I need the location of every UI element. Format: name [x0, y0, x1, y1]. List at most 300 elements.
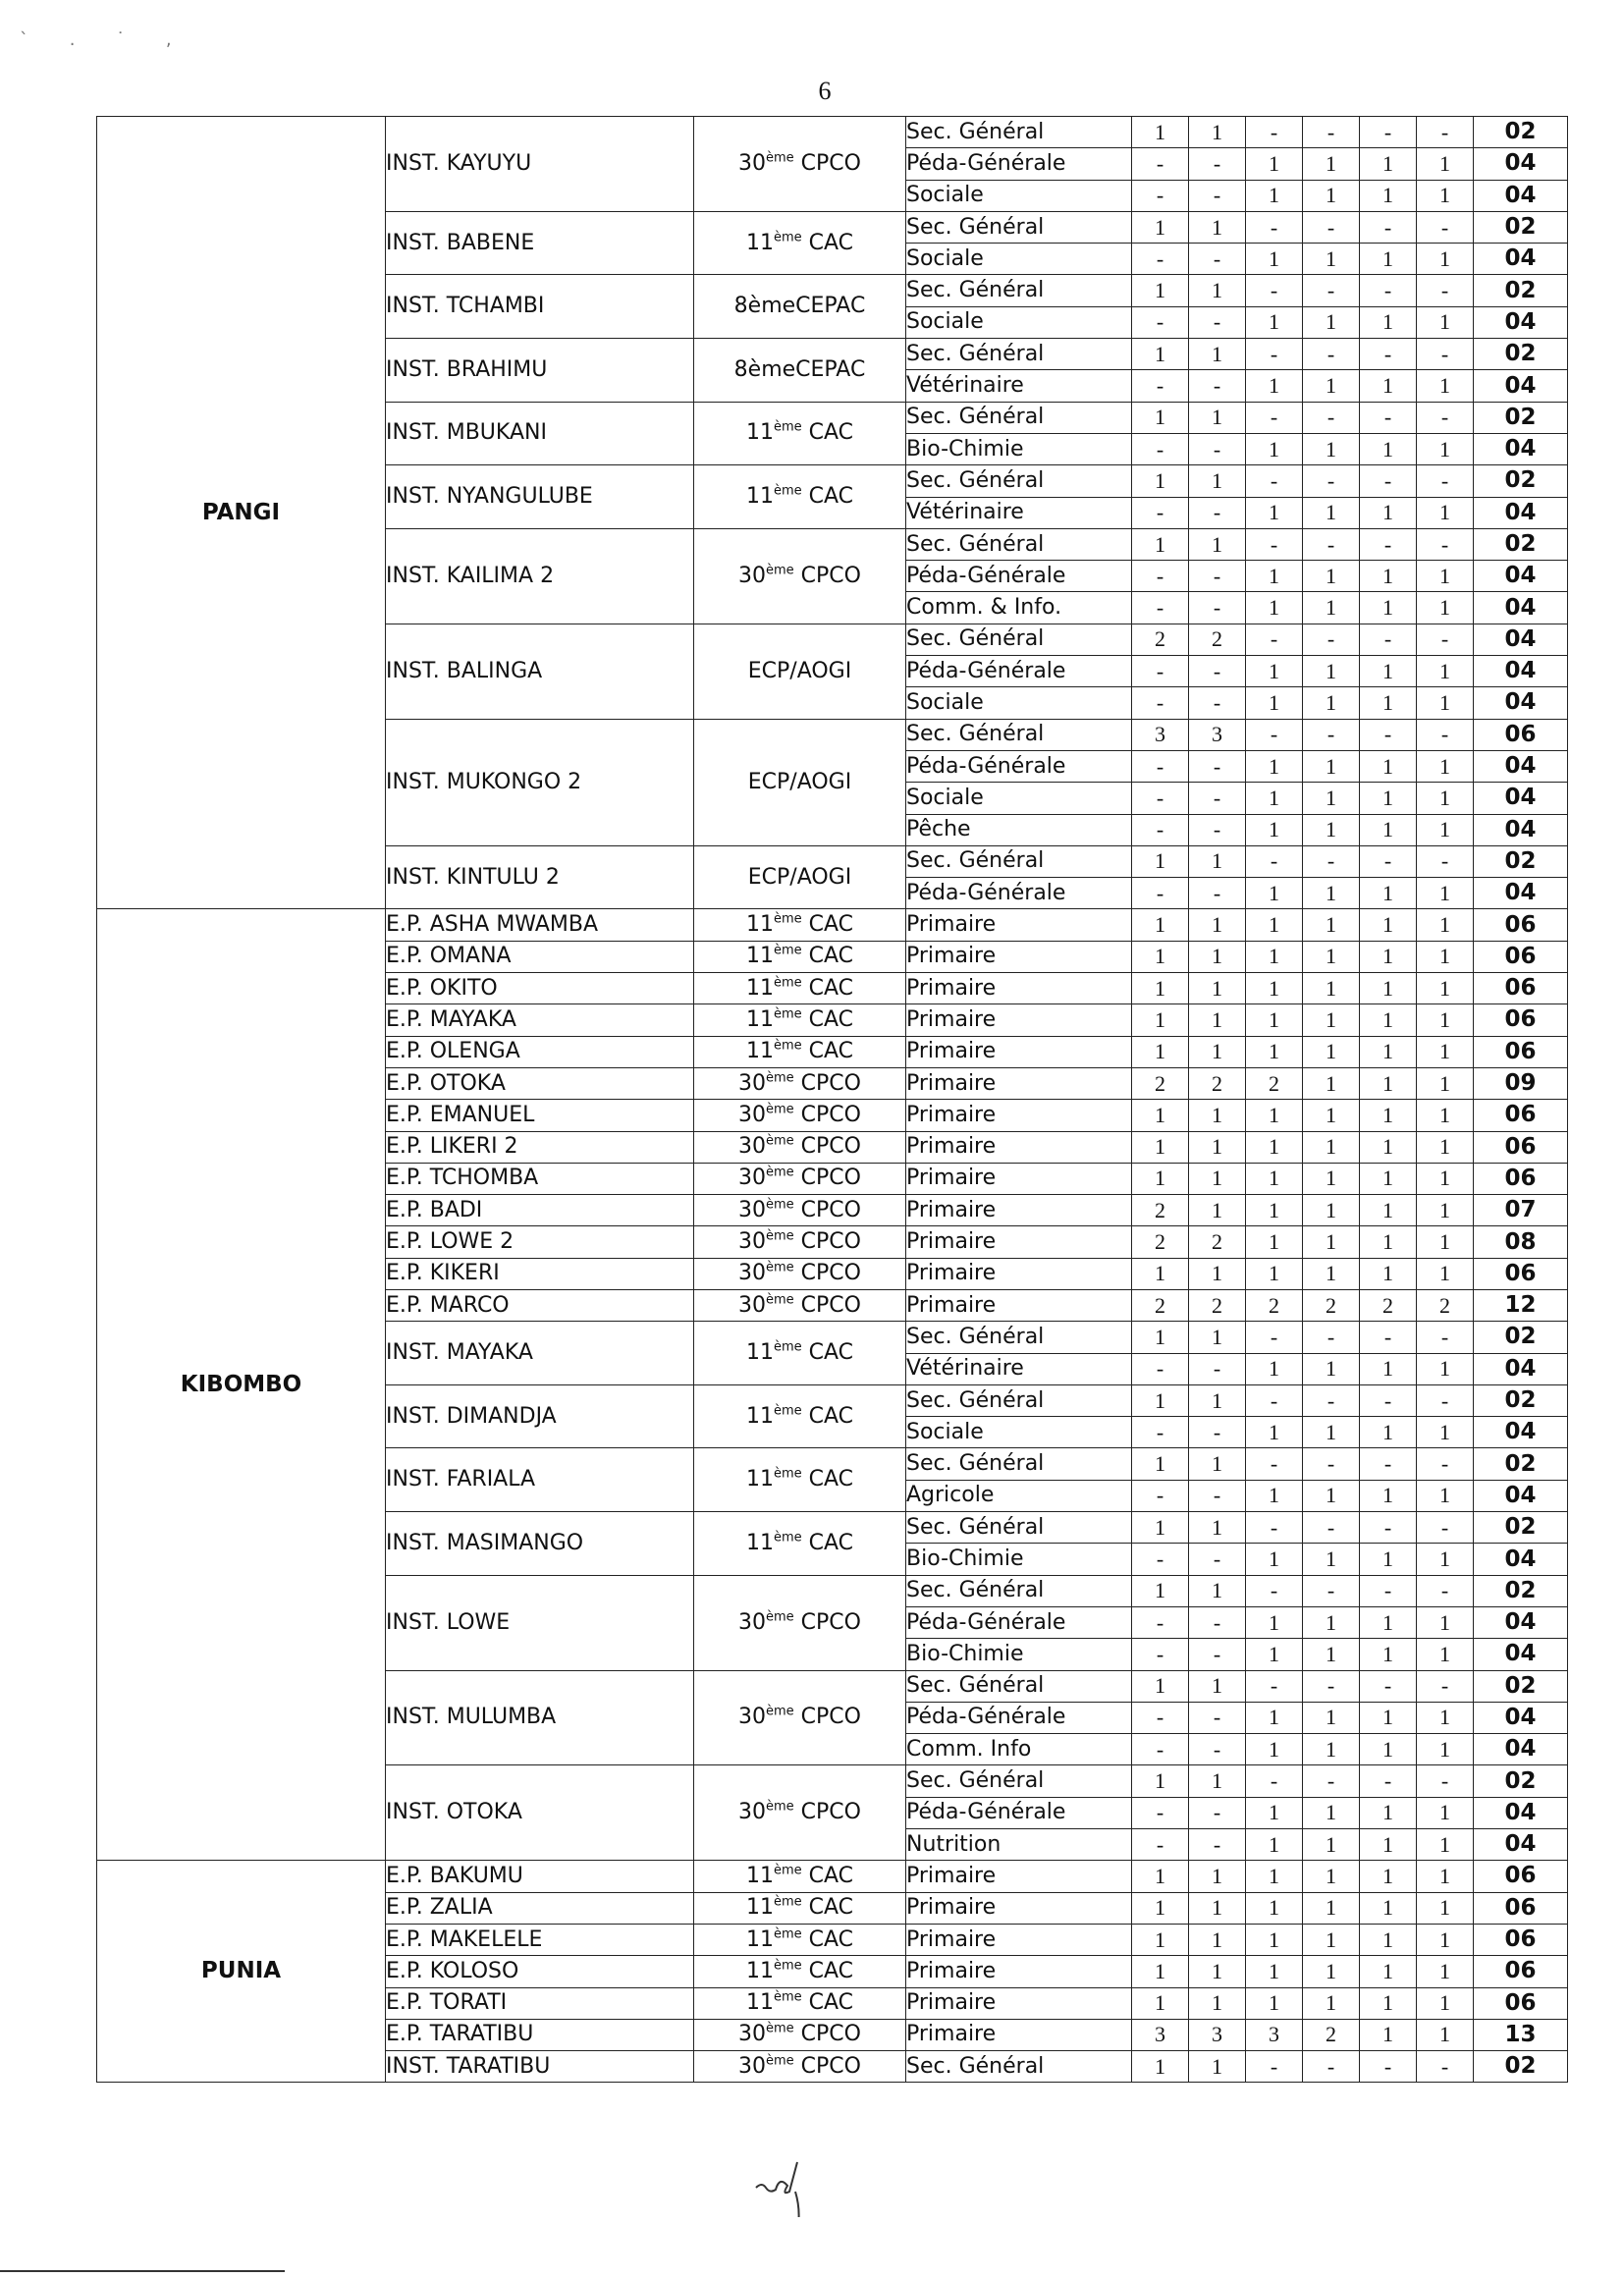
row-total: 04 [1474, 592, 1568, 624]
level-count: 1 [1303, 1987, 1360, 2019]
level-count: 1 [1417, 973, 1474, 1004]
level-count: - [1189, 1480, 1246, 1511]
level-count: 1 [1417, 561, 1474, 592]
category-ordinal: ème [773, 944, 802, 959]
level-count: - [1303, 1575, 1360, 1606]
option-name: Primaire [906, 1163, 1132, 1194]
row-total: 04 [1474, 656, 1568, 687]
level-count: 1 [1360, 1353, 1417, 1384]
option-name: Primaire [906, 1195, 1132, 1226]
school-name: E.P. OKITO [386, 973, 694, 1004]
option-name: Sec. Général [906, 1765, 1132, 1797]
category-ordinal: ème [773, 1989, 802, 2005]
level-count: 1 [1360, 1987, 1417, 2019]
level-count: 1 [1360, 1480, 1417, 1511]
row-total: 06 [1474, 1036, 1568, 1067]
level-count: - [1303, 845, 1360, 877]
level-count: 1 [1417, 1861, 1474, 1892]
option-name: Primaire [906, 973, 1132, 1004]
school-category: 11ème CAC [694, 973, 906, 1004]
school-name: E.P. OMANA [386, 941, 694, 972]
school-name: E.P. MAKELELE [386, 1924, 694, 1955]
option-name: Primaire [906, 2019, 1132, 2050]
level-count: 1 [1303, 814, 1360, 845]
level-count: 1 [1303, 1067, 1360, 1099]
level-count: 1 [1360, 1004, 1417, 1036]
level-count: - [1417, 402, 1474, 433]
school-name: INST. KAILIMA 2 [386, 528, 694, 624]
level-count: 1 [1360, 1100, 1417, 1131]
level-count: - [1246, 1575, 1303, 1606]
option-name: Vétérinaire [906, 370, 1132, 402]
row-total: 04 [1474, 750, 1568, 782]
level-count: 3 [1132, 2019, 1189, 2050]
school-name: E.P. ZALIA [386, 1892, 694, 1924]
school-category: 30ème CPCO [694, 2019, 906, 2050]
level-count: - [1246, 339, 1303, 370]
level-count: 1 [1417, 1606, 1474, 1638]
option-name: Sec. Général [906, 1384, 1132, 1416]
level-count: - [1417, 465, 1474, 497]
level-count: 1 [1360, 1163, 1417, 1194]
level-count: 1 [1189, 1448, 1246, 1480]
level-count: 1 [1132, 1163, 1189, 1194]
level-count: - [1246, 1670, 1303, 1702]
level-count: 3 [1246, 2019, 1303, 2050]
level-count: 1 [1417, 1004, 1474, 1036]
level-count: 1 [1303, 1100, 1360, 1131]
level-count: - [1246, 1448, 1303, 1480]
option-name: Sec. Général [906, 528, 1132, 560]
level-count: 1 [1417, 1987, 1474, 2019]
level-count: 1 [1189, 275, 1246, 306]
school-name: INST. FARIALA [386, 1448, 694, 1512]
option-name: Sec. Général [906, 2051, 1132, 2083]
row-total: 04 [1474, 180, 1568, 211]
school-category: 30ème CPCO [694, 1195, 906, 1226]
level-count: - [1246, 2051, 1303, 2083]
level-count: - [1189, 1544, 1246, 1575]
school-category: 30ème CPCO [694, 1067, 906, 1099]
level-count: - [1132, 1480, 1189, 1511]
level-count: 2 [1132, 1289, 1189, 1321]
row-total: 04 [1474, 814, 1568, 845]
region-name: PUNIA [97, 1861, 386, 2083]
row-total: 04 [1474, 1544, 1568, 1575]
row-total: 06 [1474, 1924, 1568, 1955]
school-name: INST. MAYAKA [386, 1322, 694, 1385]
level-count: - [1360, 1670, 1417, 1702]
region-name: PANGI [97, 117, 386, 909]
level-count: 1 [1246, 1417, 1303, 1448]
level-count: 2 [1303, 1289, 1360, 1321]
row-total: 04 [1474, 497, 1568, 528]
level-count: 1 [1189, 2051, 1246, 2083]
level-count: 1 [1246, 1956, 1303, 1987]
option-name: Sec. Général [906, 1670, 1132, 1702]
level-count: 1 [1189, 1258, 1246, 1289]
level-count: - [1303, 402, 1360, 433]
level-count: - [1132, 1544, 1189, 1575]
level-count: - [1246, 1322, 1303, 1353]
level-count: - [1132, 783, 1189, 814]
level-count: 1 [1417, 656, 1474, 687]
category-ordinal: ème [773, 1926, 802, 1942]
level-count: 1 [1189, 845, 1246, 877]
category-ordinal: ème [766, 150, 794, 166]
level-count: 1 [1360, 1892, 1417, 1924]
level-count: - [1132, 750, 1189, 782]
level-count: 2 [1132, 1067, 1189, 1099]
level-count: 1 [1360, 1417, 1417, 1448]
school-category: 30ème CPCO [694, 1163, 906, 1194]
level-count: - [1132, 148, 1189, 180]
level-count: 1 [1303, 1480, 1360, 1511]
level-count: - [1360, 339, 1417, 370]
level-count: 1 [1132, 465, 1189, 497]
level-count: - [1303, 117, 1360, 148]
option-name: Sec. Général [906, 1322, 1132, 1353]
level-count: 1 [1189, 973, 1246, 1004]
row-total: 06 [1474, 909, 1568, 941]
row-total: 04 [1474, 1734, 1568, 1765]
level-count: - [1360, 275, 1417, 306]
level-count: 1 [1360, 1067, 1417, 1099]
school-name: INST. LOWE [386, 1575, 694, 1670]
level-count: - [1303, 528, 1360, 560]
school-category: 30ème CPCO [694, 528, 906, 624]
level-count: 1 [1360, 878, 1417, 909]
level-count: 1 [1246, 1036, 1303, 1067]
level-count: - [1132, 1639, 1189, 1670]
level-count: 1 [1246, 1797, 1303, 1828]
level-count: 1 [1303, 1417, 1360, 1448]
option-name: Comm. Info [906, 1734, 1132, 1765]
category-ordinal: ème [773, 420, 802, 436]
option-name: Bio-Chimie [906, 433, 1132, 464]
school-name: INST. MULUMBA [386, 1670, 694, 1765]
option-name: Sociale [906, 783, 1132, 814]
option-name: Bio-Chimie [906, 1639, 1132, 1670]
level-count: 2 [1303, 2019, 1360, 2050]
option-name: Sec. Général [906, 117, 1132, 148]
level-count: - [1303, 1765, 1360, 1797]
option-name: Primaire [906, 1956, 1132, 1987]
category-ordinal: ème [773, 911, 802, 927]
level-count: - [1417, 1765, 1474, 1797]
level-count: 1 [1132, 1892, 1189, 1924]
level-count: - [1360, 465, 1417, 497]
level-count: 1 [1132, 1004, 1189, 1036]
level-count: 1 [1246, 878, 1303, 909]
option-name: Sec. Général [906, 402, 1132, 433]
option-name: Sec. Général [906, 211, 1132, 243]
level-count: 1 [1132, 1575, 1189, 1606]
category-ordinal: ème [766, 2022, 794, 2037]
category-ordinal: ème [773, 1466, 802, 1482]
level-count: 1 [1303, 687, 1360, 719]
row-total: 04 [1474, 1353, 1568, 1384]
level-count: - [1303, 1670, 1360, 1702]
level-count: 1 [1417, 497, 1474, 528]
level-count: 1 [1189, 117, 1246, 148]
option-name: Sociale [906, 244, 1132, 275]
option-name: Péda-Générale [906, 656, 1132, 687]
option-name: Primaire [906, 1861, 1132, 1892]
level-count: 1 [1246, 656, 1303, 687]
level-count: - [1132, 1417, 1189, 1448]
school-category: ECP/AOGI [694, 845, 906, 909]
level-count: 1 [1132, 909, 1189, 941]
category-ordinal: ème [766, 1166, 794, 1181]
level-count: 1 [1303, 1036, 1360, 1067]
level-count: 1 [1303, 561, 1360, 592]
level-count: 1 [1246, 973, 1303, 1004]
region-name: KIBOMBO [97, 909, 386, 1861]
level-count: 1 [1189, 1670, 1246, 1702]
level-count: 1 [1303, 1702, 1360, 1733]
level-count: 1 [1303, 783, 1360, 814]
school-name: INST. MASIMANGO [386, 1512, 694, 1576]
level-count: 1 [1189, 1575, 1246, 1606]
level-count: - [1189, 814, 1246, 845]
school-category: 8èmeCEPAC [694, 275, 906, 339]
level-count: 1 [1246, 433, 1303, 464]
level-count: 1 [1417, 2019, 1474, 2050]
school-category: 11ème CAC [694, 1861, 906, 1892]
school-category: ECP/AOGI [694, 719, 906, 845]
category-ordinal: ème [766, 2053, 794, 2069]
level-count: 1 [1189, 1131, 1246, 1163]
level-count: - [1189, 1702, 1246, 1733]
level-count: 1 [1303, 750, 1360, 782]
level-count: 1 [1360, 148, 1417, 180]
level-count: 1 [1417, 687, 1474, 719]
school-category: 8èmeCEPAC [694, 339, 906, 403]
level-count: 1 [1417, 1258, 1474, 1289]
level-count: 1 [1132, 275, 1189, 306]
level-count: - [1417, 719, 1474, 750]
level-count: 1 [1132, 1765, 1189, 1797]
level-count: - [1189, 592, 1246, 624]
level-count: 1 [1189, 1861, 1246, 1892]
option-name: Vétérinaire [906, 1353, 1132, 1384]
row-total: 02 [1474, 275, 1568, 306]
level-count: 1 [1246, 783, 1303, 814]
level-count: 1 [1189, 1512, 1246, 1544]
level-count: 1 [1189, 211, 1246, 243]
level-count: 1 [1360, 656, 1417, 687]
level-count: - [1360, 1448, 1417, 1480]
level-count: - [1417, 275, 1474, 306]
level-count: 3 [1189, 2019, 1246, 2050]
row-total: 06 [1474, 719, 1568, 750]
level-count: - [1360, 1384, 1417, 1416]
row-total: 06 [1474, 973, 1568, 1004]
option-name: Primaire [906, 1924, 1132, 1955]
level-count: 2 [1132, 624, 1189, 655]
level-count: - [1132, 370, 1189, 402]
row-total: 02 [1474, 1448, 1568, 1480]
level-count: - [1132, 1829, 1189, 1861]
level-count: 1 [1246, 941, 1303, 972]
level-count: 1 [1303, 1131, 1360, 1163]
school-category: 11ème CAC [694, 1322, 906, 1385]
level-count: - [1246, 117, 1303, 148]
row-total: 04 [1474, 1829, 1568, 1861]
row-total: 02 [1474, 528, 1568, 560]
table-row [97, 1861, 1568, 1892]
level-count: - [1132, 1606, 1189, 1638]
row-total: 04 [1474, 306, 1568, 338]
category-ordinal: ème [766, 1261, 794, 1275]
level-count: - [1189, 244, 1246, 275]
level-count: 1 [1303, 244, 1360, 275]
level-count: 1 [1360, 370, 1417, 402]
level-count: 1 [1189, 1036, 1246, 1067]
level-count: 1 [1246, 1861, 1303, 1892]
level-count: 1 [1132, 845, 1189, 877]
row-total: 04 [1474, 687, 1568, 719]
level-count: - [1417, 1512, 1474, 1544]
category-ordinal: ème [766, 1800, 794, 1816]
option-name: Primaire [906, 1226, 1132, 1258]
level-count: - [1189, 878, 1246, 909]
level-count: 1 [1189, 1100, 1246, 1131]
school-name: E.P. LIKERI 2 [386, 1131, 694, 1163]
level-count: 1 [1303, 1353, 1360, 1384]
level-count: - [1189, 148, 1246, 180]
option-name: Sec. Général [906, 719, 1132, 750]
row-total: 06 [1474, 1987, 1568, 2019]
row-total: 04 [1474, 433, 1568, 464]
school-name: INST. BRAHIMU [386, 339, 694, 403]
level-count: 1 [1417, 1892, 1474, 1924]
level-count: 1 [1360, 1829, 1417, 1861]
level-count: - [1303, 624, 1360, 655]
level-count: 1 [1189, 1765, 1246, 1797]
level-count: 1 [1303, 1606, 1360, 1638]
option-name: Primaire [906, 1100, 1132, 1131]
level-count: 1 [1246, 909, 1303, 941]
level-count: 1 [1417, 244, 1474, 275]
level-count: - [1417, 1670, 1474, 1702]
level-count: 1 [1360, 1956, 1417, 1987]
level-count: 1 [1246, 814, 1303, 845]
level-count: 1 [1360, 1639, 1417, 1670]
level-count: 1 [1132, 1258, 1189, 1289]
level-count: - [1360, 1765, 1417, 1797]
level-count: 1 [1417, 1480, 1474, 1511]
level-count: 1 [1303, 909, 1360, 941]
level-count: - [1417, 1575, 1474, 1606]
school-category: 11ème CAC [694, 1956, 906, 1987]
level-count: 1 [1132, 1987, 1189, 2019]
level-count: - [1189, 687, 1246, 719]
category-ordinal: ème [773, 1339, 802, 1355]
level-count: 1 [1189, 941, 1246, 972]
school-category: 11ème CAC [694, 1924, 906, 1955]
level-count: 1 [1417, 909, 1474, 941]
category-ordinal: ème [773, 483, 802, 499]
level-count: 1 [1360, 1544, 1417, 1575]
level-count: - [1303, 1448, 1360, 1480]
level-count: 1 [1246, 306, 1303, 338]
row-total: 04 [1474, 1480, 1568, 1511]
level-count: - [1189, 783, 1246, 814]
level-count: - [1360, 211, 1417, 243]
option-name: Sec. Général [906, 339, 1132, 370]
school-name: E.P. TCHOMBA [386, 1163, 694, 1194]
option-name: Sec. Général [906, 1448, 1132, 1480]
category-ordinal: ème [766, 1228, 794, 1244]
row-total: 04 [1474, 783, 1568, 814]
option-name: Primaire [906, 1289, 1132, 1321]
level-count: 1 [1303, 1258, 1360, 1289]
row-total: 06 [1474, 1861, 1568, 1892]
level-count: 1 [1417, 1417, 1474, 1448]
level-count: 1 [1246, 1702, 1303, 1733]
row-total: 02 [1474, 1384, 1568, 1416]
level-count: 1 [1417, 1226, 1474, 1258]
level-count: 1 [1246, 148, 1303, 180]
level-count: - [1417, 1322, 1474, 1353]
page-number: 6 [818, 77, 832, 105]
level-count: - [1246, 275, 1303, 306]
level-count: 1 [1132, 1036, 1189, 1067]
level-count: - [1417, 1448, 1474, 1480]
school-name: INST. BALINGA [386, 624, 694, 719]
option-name: Sec. Général [906, 1575, 1132, 1606]
option-name: Nutrition [906, 1829, 1132, 1861]
level-count: 1 [1417, 148, 1474, 180]
level-count: 1 [1360, 909, 1417, 941]
row-total: 06 [1474, 1258, 1568, 1289]
row-total: 07 [1474, 1195, 1568, 1226]
category-ordinal: ème [773, 1863, 802, 1878]
row-total: 02 [1474, 402, 1568, 433]
option-name: Péda-Générale [906, 1797, 1132, 1828]
option-name: Sociale [906, 180, 1132, 211]
level-count: 1 [1303, 973, 1360, 1004]
level-count: 2 [1189, 1226, 1246, 1258]
option-name: Péda-Générale [906, 1606, 1132, 1638]
level-count: 1 [1303, 656, 1360, 687]
option-name: Agricole [906, 1480, 1132, 1511]
school-category: 11ème CAC [694, 1036, 906, 1067]
level-count: 1 [1303, 1797, 1360, 1828]
level-count: 1 [1417, 1702, 1474, 1733]
option-name: Sec. Général [906, 275, 1132, 306]
level-count: 1 [1303, 1924, 1360, 1955]
level-count: - [1417, 117, 1474, 148]
category-ordinal: ème [773, 1894, 802, 1910]
level-count: 1 [1417, 941, 1474, 972]
level-count: 1 [1417, 1163, 1474, 1194]
level-count: 1 [1360, 1606, 1417, 1638]
row-total: 02 [1474, 1512, 1568, 1544]
level-count: 1 [1360, 814, 1417, 845]
level-count: - [1417, 1384, 1474, 1416]
option-name: Péda-Générale [906, 750, 1132, 782]
level-count: 1 [1417, 1195, 1474, 1226]
level-count: 1 [1360, 592, 1417, 624]
category-ordinal: ème [766, 1292, 794, 1308]
level-count: 1 [1246, 1892, 1303, 1924]
row-total: 02 [1474, 117, 1568, 148]
level-count: - [1246, 845, 1303, 877]
level-count: 1 [1132, 402, 1189, 433]
